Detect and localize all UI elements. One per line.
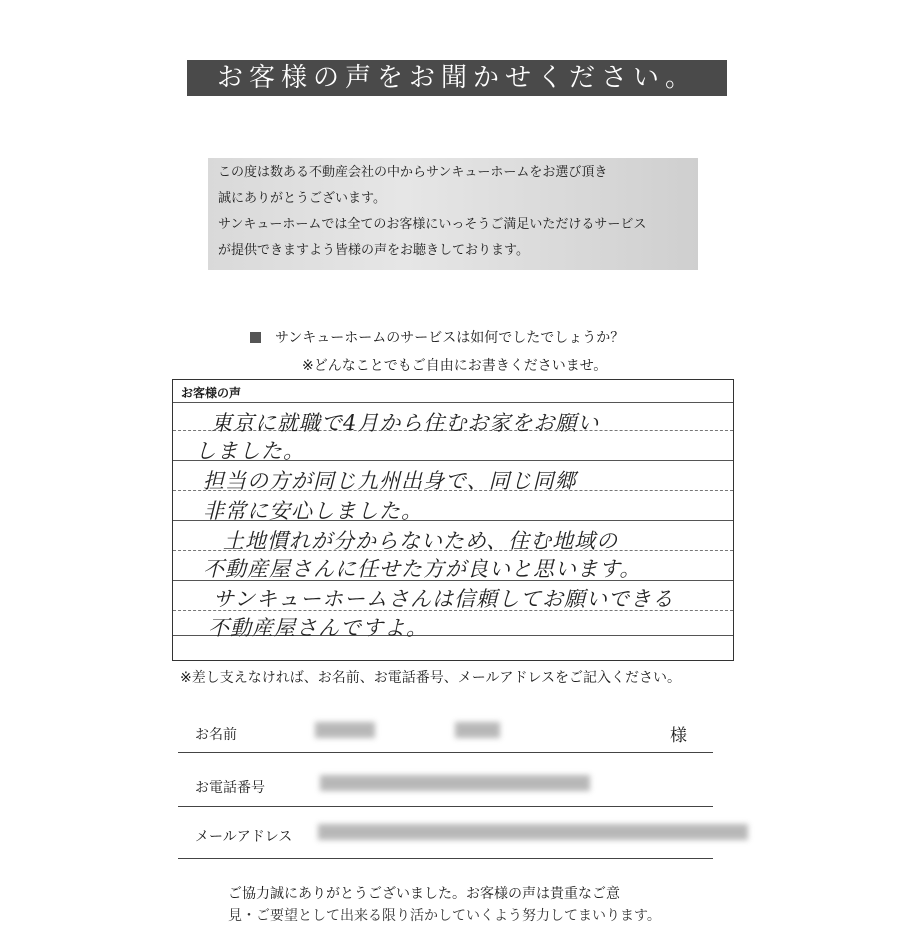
ruled-line <box>173 402 733 403</box>
footer-thanks-cont: 見・ご要望として出来る限り活かしていくよう努力してまいります。 <box>228 908 661 924</box>
intro-line: が提供できますよう皆様の声をお聴きしております。 <box>218 243 529 258</box>
intro-text <box>208 158 698 270</box>
phone-label: お電話番号 <box>195 780 265 796</box>
handwritten-line: 土地慣れが分からないため、住む地域の <box>223 529 619 553</box>
name-field-line <box>178 752 713 753</box>
handwritten-line: 非常に安心しました。 <box>203 499 423 523</box>
footer-thanks: ご協力誠にありがとうございました。お客様の声は貴重なご意 <box>228 886 620 902</box>
survey-question <box>250 328 624 348</box>
handwritten-line: 東京に就職で4月から住むお家をお願い <box>211 411 600 435</box>
handwritten-line: 不動産屋さんに任せた方が良いと思います。 <box>203 557 642 581</box>
handwritten-line: 担当の方が同じ九州出身で、同じ同郷 <box>203 469 577 493</box>
redacted-name <box>455 722 500 738</box>
customer-voice-box <box>172 379 734 661</box>
voice-box-label: お客様の声 <box>181 386 242 400</box>
survey-note: ※どんなことでもご自由にお書きくださいませ。 <box>302 358 608 374</box>
page-title: お客様の声をお聞かせください。 <box>187 60 727 96</box>
name-label: お名前 <box>195 727 237 743</box>
phone-field-line <box>178 806 713 807</box>
handwritten-line: サンキューホームさんは信頼してお願いできる <box>213 587 674 611</box>
email-field-line <box>178 858 713 859</box>
handwritten-line: 不動産屋さんですよ。 <box>208 616 428 640</box>
intro-line: 誠にありがとうございます。 <box>218 191 386 206</box>
intro-line: サンキューホームでは全てのお客様にいっそうご満足いただけるサービス <box>218 217 647 232</box>
intro-line: この度は数ある不動産会社の中からサンキューホームをお選び頂き <box>218 165 608 180</box>
handwritten-line: しました。 <box>195 439 305 463</box>
survey-question-text: サンキューホームのサービスは如何でしたでしょうか？ <box>275 330 625 346</box>
email-label: メールアドレス <box>195 829 293 845</box>
name-honorific: 様 <box>670 726 687 746</box>
redacted-phone <box>320 775 590 791</box>
redacted-name <box>315 722 375 738</box>
square-bullet-icon <box>250 332 261 343</box>
redacted-email <box>318 824 748 840</box>
contact-note: ※差し支えなければ、お名前、お電話番号、メールアドレスをご記入ください。 <box>180 670 682 686</box>
